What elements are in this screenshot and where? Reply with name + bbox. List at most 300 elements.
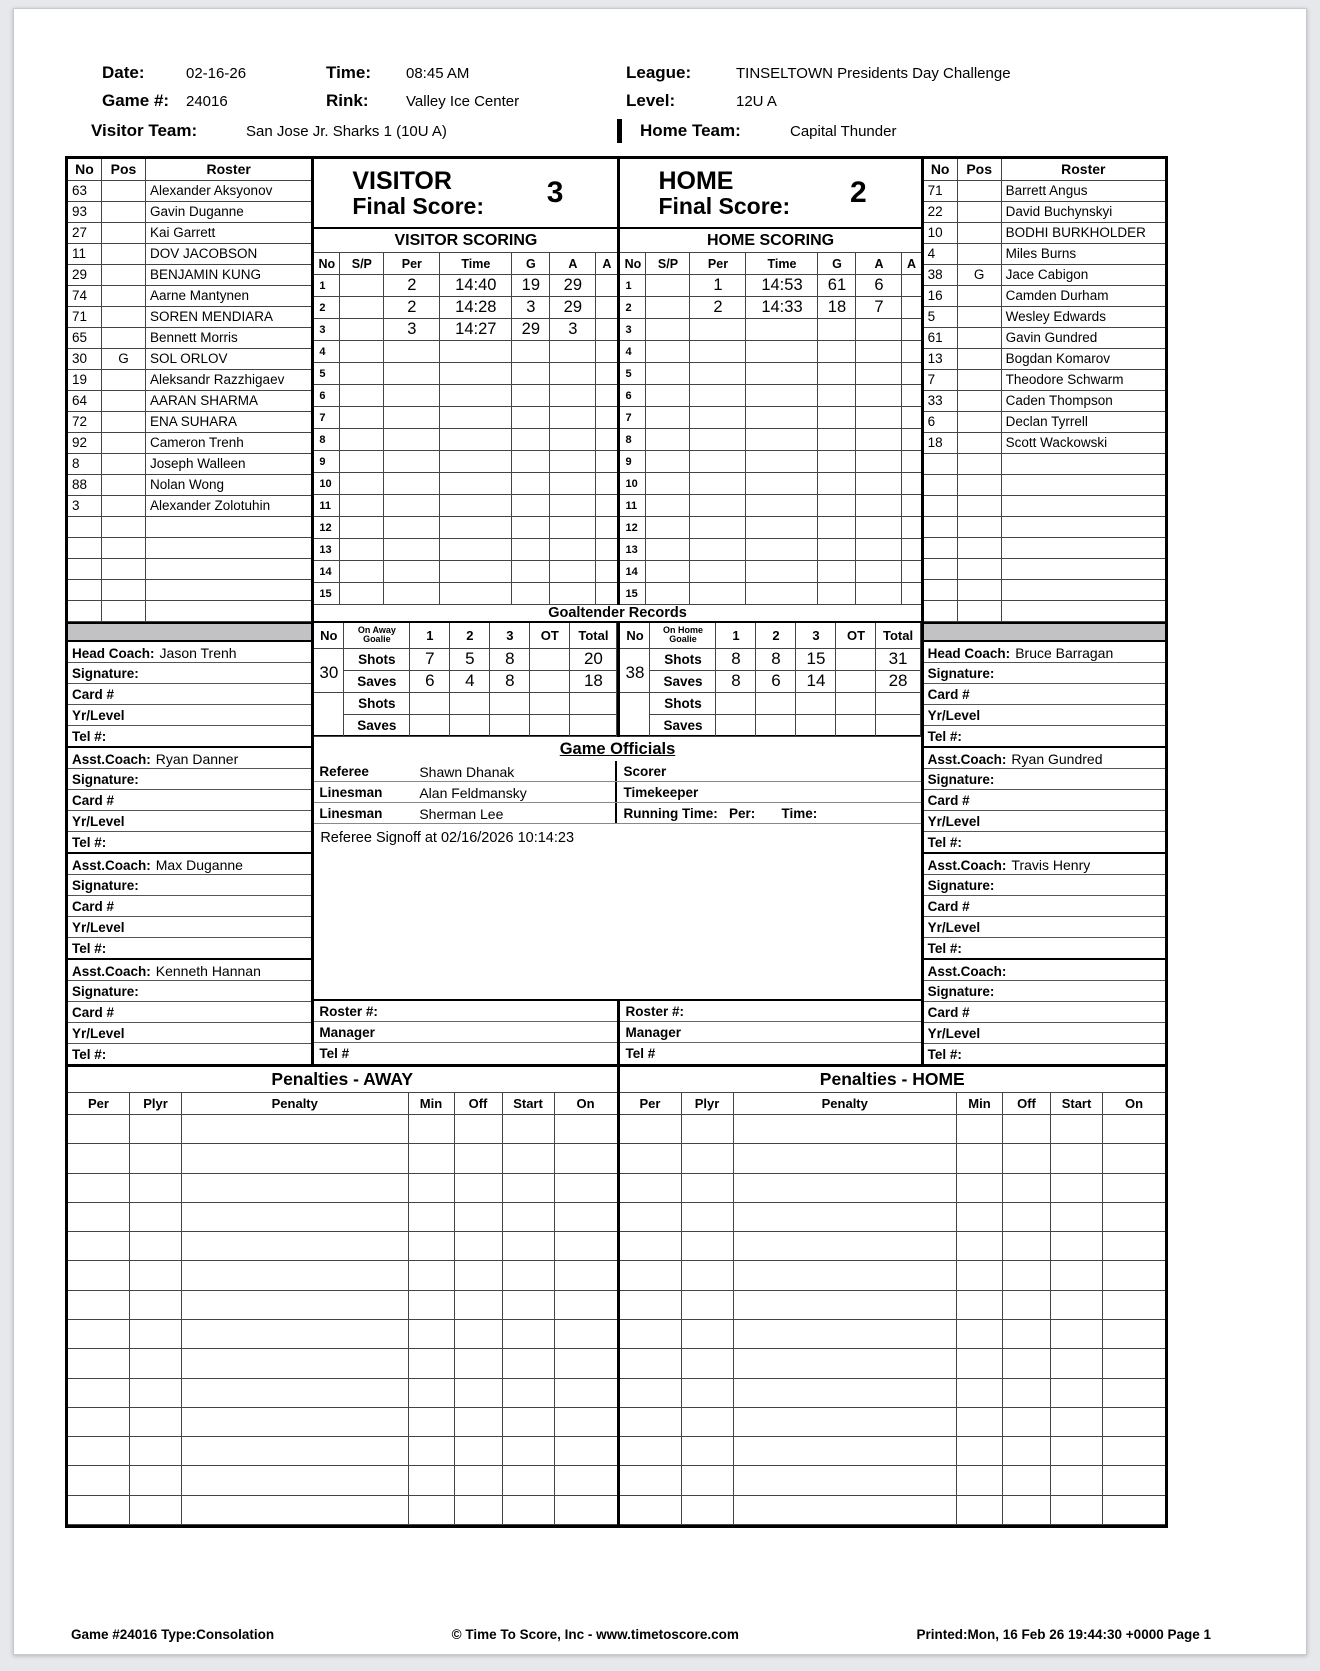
goal-sp xyxy=(340,583,384,605)
player-position xyxy=(958,370,1002,391)
roster-row xyxy=(924,307,1165,328)
player-position xyxy=(958,307,1002,328)
empty-cell xyxy=(503,1174,555,1203)
goal-time xyxy=(746,473,818,495)
empty-cell xyxy=(182,1349,409,1378)
empty-cell xyxy=(620,1437,682,1466)
scoring-header-cell: A xyxy=(856,253,902,275)
tel-row: Tel #: xyxy=(72,729,107,744)
goal-period xyxy=(690,495,746,517)
goal-sp xyxy=(646,539,690,561)
officials-rows xyxy=(314,761,920,824)
home-scoring-table xyxy=(620,253,920,605)
penalty-empty-row xyxy=(620,1232,1166,1261)
penalty-header-cell: Plyr xyxy=(682,1093,734,1115)
empty-cell xyxy=(68,1408,130,1437)
saves-value: 28 xyxy=(876,671,920,693)
goal-assist2 xyxy=(596,583,617,605)
penalties-home-title: Penalties - HOME xyxy=(620,1067,1166,1093)
admin-label: Roster #: xyxy=(314,1001,617,1022)
player-name: AARAN SHARMA xyxy=(146,391,311,412)
saves-value: 14 xyxy=(796,671,836,693)
empty-cell xyxy=(455,1437,503,1466)
coach-name: Jason Trenh xyxy=(159,645,237,661)
scoresheet-page xyxy=(13,8,1307,1655)
empty-cell xyxy=(182,1408,409,1437)
goal-period: 2 xyxy=(384,297,440,319)
shots-value xyxy=(756,693,796,715)
goal-scorer xyxy=(512,363,550,385)
goal-sp xyxy=(340,363,384,385)
goal-sp xyxy=(646,297,690,319)
roster-row xyxy=(68,223,311,244)
goal-row-number: 3 xyxy=(314,319,340,341)
league-value: TINSELTOWN Presidents Day Challenge xyxy=(736,65,1011,82)
home-final-score: 2 xyxy=(849,176,867,209)
empty-cell xyxy=(1103,1232,1165,1261)
player-number: 30 xyxy=(68,349,102,370)
empty-cell xyxy=(957,1320,1003,1349)
goal-row-number: 14 xyxy=(314,561,340,583)
penalty-empty-row xyxy=(68,1232,617,1261)
roster-empty-row xyxy=(924,580,1165,601)
empty-cell xyxy=(146,559,311,580)
empty-cell xyxy=(555,1174,617,1203)
empty-cell xyxy=(734,1496,958,1525)
empty-cell xyxy=(620,1379,682,1408)
empty-cell xyxy=(1002,496,1165,517)
goal-scorer xyxy=(512,517,550,539)
goal-assist2 xyxy=(902,363,920,385)
empty-cell xyxy=(555,1203,617,1232)
roster-row xyxy=(68,433,311,454)
goal-time xyxy=(440,429,512,451)
player-name: Alexander Aksyonov xyxy=(146,181,311,202)
goal-period xyxy=(384,429,440,451)
goal-time xyxy=(746,517,818,539)
empty-cell xyxy=(1103,1174,1165,1203)
goal-row-number: 1 xyxy=(620,275,646,297)
goal-time xyxy=(440,407,512,429)
goal-assist2 xyxy=(902,473,920,495)
yr-level-row: Yr/Level xyxy=(924,1023,1165,1044)
coach-panel xyxy=(68,748,311,854)
goal-sp xyxy=(646,429,690,451)
goal-scorer xyxy=(818,451,856,473)
player-number: 74 xyxy=(68,286,102,307)
goal-time xyxy=(440,561,512,583)
empty-cell xyxy=(1051,1349,1103,1378)
empty-cell xyxy=(1103,1466,1165,1495)
goalie-period-header: OT xyxy=(530,623,570,649)
goal-period xyxy=(384,363,440,385)
empty-cell xyxy=(130,1320,182,1349)
empty-cell xyxy=(620,1144,682,1173)
visitor-scoring-panel xyxy=(314,159,617,605)
empty-cell xyxy=(409,1232,455,1261)
middle-column xyxy=(314,159,920,1064)
saves-value: 8 xyxy=(490,671,530,693)
roster-row xyxy=(924,181,1165,202)
empty-cell xyxy=(958,601,1002,622)
empty-cell xyxy=(1051,1115,1103,1144)
roster-row xyxy=(68,265,311,286)
shots-value xyxy=(450,693,490,715)
roster-row xyxy=(924,202,1165,223)
roster-empty-row xyxy=(68,559,311,580)
official-right-label: Scorer xyxy=(623,764,667,779)
saves-value: 4 xyxy=(450,671,490,693)
shots-value: 5 xyxy=(450,649,490,671)
empty-cell xyxy=(1003,1349,1051,1378)
player-position xyxy=(958,244,1002,265)
footer-center: © Time To Score, Inc - www.timetoscore.com xyxy=(451,1627,739,1642)
empty-cell xyxy=(409,1466,455,1495)
saves-value: 18 xyxy=(570,671,617,693)
goaltender-records xyxy=(314,623,920,737)
goal-assist2 xyxy=(902,429,920,451)
scoring-header-cell: S/P xyxy=(646,253,690,275)
player-number: 92 xyxy=(68,433,102,454)
empty-cell xyxy=(409,1496,455,1525)
goal-scorer xyxy=(512,451,550,473)
goal-assist1 xyxy=(856,539,902,561)
empty-cell xyxy=(1003,1437,1051,1466)
empty-cell xyxy=(130,1232,182,1261)
empty-cell xyxy=(555,1466,617,1495)
home-scoring-title: HOME SCORING xyxy=(620,229,920,253)
roster-header-cell: No xyxy=(924,159,958,181)
goal-assist2 xyxy=(596,275,617,297)
penalty-header-cell: Plyr xyxy=(130,1093,182,1115)
goal-row-number: 4 xyxy=(314,341,340,363)
empty-cell xyxy=(957,1349,1003,1378)
home-score-titles xyxy=(658,168,790,218)
player-name: BENJAMIN KUNG xyxy=(146,265,311,286)
empty-cell xyxy=(182,1115,409,1144)
signature-row: Signature: xyxy=(924,875,1165,896)
roster-empty-row xyxy=(924,496,1165,517)
goal-assist2 xyxy=(902,275,920,297)
player-number: 29 xyxy=(68,265,102,286)
penalty-header-cell: Off xyxy=(1003,1093,1051,1115)
empty-cell xyxy=(620,1232,682,1261)
empty-cell xyxy=(130,1379,182,1408)
shots-value xyxy=(410,693,450,715)
goal-row-number: 7 xyxy=(314,407,340,429)
goal-time: 14:33 xyxy=(746,297,818,319)
empty-cell xyxy=(409,1320,455,1349)
goalie-number: 38 xyxy=(620,649,650,693)
goal-sp xyxy=(340,517,384,539)
shots-value xyxy=(530,649,570,671)
saves-value xyxy=(450,715,490,737)
penalties-away-title: Penalties - AWAY xyxy=(68,1067,617,1093)
goal-period: 2 xyxy=(384,275,440,297)
player-position xyxy=(958,391,1002,412)
yr-level-row: Yr/Level xyxy=(68,811,311,832)
player-position xyxy=(102,223,146,244)
empty-cell xyxy=(924,601,958,622)
saves-value xyxy=(796,715,836,737)
empty-cell xyxy=(734,1408,958,1437)
player-number: 7 xyxy=(924,370,958,391)
player-name: DOV JACOBSON xyxy=(146,244,311,265)
empty-cell xyxy=(1103,1291,1165,1320)
goal-period xyxy=(690,407,746,429)
tel-row: Tel #: xyxy=(927,729,962,744)
penalty-empty-row xyxy=(68,1349,617,1378)
scoring-row xyxy=(314,275,617,297)
empty-cell xyxy=(1103,1496,1165,1525)
empty-cell xyxy=(555,1379,617,1408)
goal-period xyxy=(690,385,746,407)
goal-sp xyxy=(340,407,384,429)
scoring-row xyxy=(620,583,920,605)
goal-sp xyxy=(646,473,690,495)
goal-assist1 xyxy=(856,341,902,363)
roster-empty-row xyxy=(924,517,1165,538)
goal-sp xyxy=(340,429,384,451)
empty-cell xyxy=(1003,1466,1051,1495)
team-admin-rows xyxy=(314,999,920,1064)
scoring-row xyxy=(314,319,617,341)
signature-row: Signature: xyxy=(68,875,311,896)
empty-cell xyxy=(68,1437,130,1466)
coach-panel xyxy=(924,960,1165,1064)
goal-scorer xyxy=(818,517,856,539)
card-row: Card # xyxy=(68,684,311,705)
goal-row-number: 13 xyxy=(314,539,340,561)
empty-cell xyxy=(68,1232,130,1261)
empty-cell xyxy=(130,1496,182,1525)
roster-row xyxy=(924,286,1165,307)
empty-cell xyxy=(958,559,1002,580)
empty-cell xyxy=(68,538,102,559)
scoring-row xyxy=(314,583,617,605)
player-name: Caden Thompson xyxy=(1002,391,1165,412)
empty-cell xyxy=(503,1232,555,1261)
penalty-empty-row xyxy=(620,1320,1166,1349)
empty-cell xyxy=(409,1379,455,1408)
empty-cell xyxy=(682,1466,734,1495)
empty-cell xyxy=(130,1174,182,1203)
empty-cell xyxy=(957,1496,1003,1525)
empty-cell xyxy=(555,1232,617,1261)
empty-cell xyxy=(409,1291,455,1320)
goal-assist1: 29 xyxy=(550,275,596,297)
empty-cell xyxy=(682,1232,734,1261)
home-gray-band xyxy=(924,622,1165,642)
penalty-empty-row xyxy=(620,1349,1166,1378)
empty-cell xyxy=(958,496,1002,517)
empty-cell xyxy=(102,538,146,559)
player-position xyxy=(958,181,1002,202)
empty-cell xyxy=(1002,559,1165,580)
roster-row xyxy=(68,370,311,391)
goal-assist1 xyxy=(550,561,596,583)
penalty-empty-row xyxy=(620,1496,1166,1525)
empty-cell xyxy=(68,1349,130,1378)
goal-assist1 xyxy=(550,407,596,429)
goal-time: 14:40 xyxy=(440,275,512,297)
top-area xyxy=(68,159,1165,1064)
player-number: 16 xyxy=(924,286,958,307)
player-name: Miles Burns xyxy=(1002,244,1165,265)
empty-cell xyxy=(182,1320,409,1349)
saves-label: Saves xyxy=(650,715,716,737)
goal-time xyxy=(746,561,818,583)
empty-cell xyxy=(503,1203,555,1232)
empty-cell xyxy=(182,1144,409,1173)
goal-assist1 xyxy=(550,429,596,451)
goal-sp xyxy=(646,561,690,583)
goal-assist2 xyxy=(902,561,920,583)
scoring-row xyxy=(620,539,920,561)
empty-cell xyxy=(957,1261,1003,1290)
goal-row-number: 6 xyxy=(314,385,340,407)
goal-row-number: 13 xyxy=(620,539,646,561)
goalie-period-header: 1 xyxy=(410,623,450,649)
goal-assist2 xyxy=(596,363,617,385)
coach-name: Ryan Danner xyxy=(155,751,239,767)
game-officials-title: Game Officials xyxy=(559,740,676,758)
saves-value xyxy=(570,715,617,737)
empty-cell xyxy=(68,1291,130,1320)
goal-assist1 xyxy=(550,495,596,517)
scoring-row xyxy=(620,275,920,297)
goal-period xyxy=(384,539,440,561)
goal-row-number: 15 xyxy=(620,583,646,605)
game-header xyxy=(14,55,1306,155)
empty-cell xyxy=(68,580,102,601)
empty-cell xyxy=(924,538,958,559)
penalty-empty-row xyxy=(68,1320,617,1349)
goal-period xyxy=(690,341,746,363)
empty-cell xyxy=(409,1203,455,1232)
empty-cell xyxy=(503,1496,555,1525)
goal-assist1 xyxy=(550,451,596,473)
shots-value: 20 xyxy=(570,649,617,671)
goal-assist2 xyxy=(902,583,920,605)
official-right-label: Timekeeper xyxy=(623,785,699,800)
goal-assist2 xyxy=(902,407,920,429)
goal-time xyxy=(440,473,512,495)
empty-cell xyxy=(555,1349,617,1378)
official-role-label: Referee xyxy=(319,764,369,779)
penalty-header-row xyxy=(68,1093,617,1115)
empty-cell xyxy=(620,1496,682,1525)
empty-cell xyxy=(1051,1232,1103,1261)
player-number: 88 xyxy=(68,475,102,496)
goal-assist1: 3 xyxy=(550,319,596,341)
goal-scorer xyxy=(818,429,856,451)
goal-time xyxy=(440,539,512,561)
roster-row xyxy=(68,475,311,496)
empty-cell xyxy=(68,1320,130,1349)
empty-cell xyxy=(958,517,1002,538)
penalty-header-cell: Per xyxy=(620,1093,682,1115)
scoring-header-cell: G xyxy=(512,253,550,275)
tel-row: Tel #: xyxy=(72,1047,107,1062)
goal-scorer xyxy=(512,495,550,517)
official-row xyxy=(314,803,920,824)
empty-cell xyxy=(924,580,958,601)
scoring-row xyxy=(314,407,617,429)
official-name: Shawn Dhanak xyxy=(419,764,515,780)
goal-period xyxy=(690,319,746,341)
empty-cell xyxy=(1002,517,1165,538)
player-position xyxy=(102,181,146,202)
player-number: 22 xyxy=(924,202,958,223)
empty-cell xyxy=(409,1174,455,1203)
goal-assist1 xyxy=(550,517,596,539)
empty-cell xyxy=(182,1379,409,1408)
page-footer xyxy=(71,1627,1211,1642)
penalties-home xyxy=(617,1067,1166,1525)
tel-row: Tel #: xyxy=(927,1047,962,1062)
admin-label: Tel # xyxy=(319,1046,350,1061)
empty-cell xyxy=(924,496,958,517)
card-row: Card # xyxy=(924,896,1165,917)
penalty-header-cell: Penalty xyxy=(734,1093,958,1115)
empty-cell xyxy=(130,1261,182,1290)
goal-time xyxy=(440,517,512,539)
empty-cell xyxy=(620,1203,682,1232)
empty-cell xyxy=(957,1115,1003,1144)
scoring-row xyxy=(314,363,617,385)
goal-row-number: 2 xyxy=(314,297,340,319)
player-number: 61 xyxy=(924,328,958,349)
empty-cell xyxy=(682,1203,734,1232)
shots-value xyxy=(530,693,570,715)
scoring-row xyxy=(314,539,617,561)
player-name: Bogdan Komarov xyxy=(1002,349,1165,370)
goal-sp xyxy=(646,363,690,385)
empty-cell xyxy=(1051,1203,1103,1232)
goalie-label-header: On Away Goalie xyxy=(344,623,410,649)
goal-row-number: 1 xyxy=(314,275,340,297)
roster-empty-row xyxy=(68,517,311,538)
player-name: Aarne Mantynen xyxy=(146,286,311,307)
goal-time xyxy=(746,363,818,385)
goal-assist2 xyxy=(902,341,920,363)
roster-empty-row xyxy=(924,601,1165,622)
scoring-header-cell: No xyxy=(620,253,646,275)
goal-assist1 xyxy=(856,473,902,495)
empty-cell xyxy=(957,1144,1003,1173)
goal-period xyxy=(384,451,440,473)
player-name: Wesley Edwards xyxy=(1002,307,1165,328)
goal-assist2 xyxy=(902,539,920,561)
penalty-empty-row xyxy=(68,1496,617,1525)
official-left xyxy=(314,782,617,802)
empty-cell xyxy=(455,1349,503,1378)
scoresheet-table xyxy=(65,156,1168,1528)
coach-name: Kenneth Hannan xyxy=(155,963,261,979)
shots-value: 15 xyxy=(796,649,836,671)
empty-cell xyxy=(924,517,958,538)
player-position xyxy=(958,286,1002,307)
penalty-empty-row xyxy=(68,1291,617,1320)
goal-sp xyxy=(340,495,384,517)
empty-cell xyxy=(1003,1379,1051,1408)
player-number: 38 xyxy=(924,265,958,286)
roster-empty-row xyxy=(924,559,1165,580)
goal-sp xyxy=(340,275,384,297)
goal-scorer xyxy=(512,429,550,451)
saves-value xyxy=(836,715,876,737)
